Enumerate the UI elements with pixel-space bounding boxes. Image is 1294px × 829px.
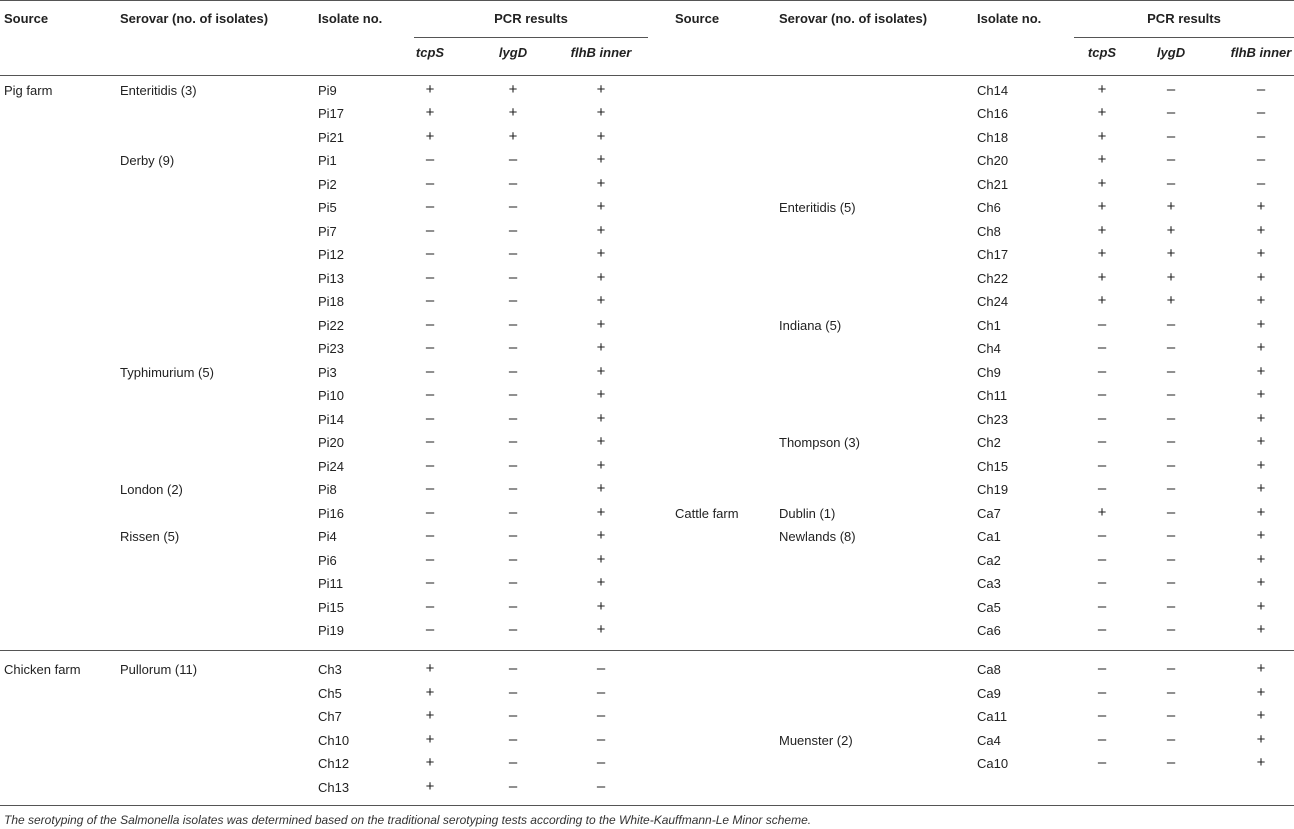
cell-isolate: Ch16 xyxy=(977,106,1009,122)
cell-isolate: Ca6 xyxy=(977,623,1001,639)
cell-isolate: Ca2 xyxy=(977,552,1001,568)
cell-lygd: – xyxy=(1166,660,1176,677)
cell-flhb: + xyxy=(596,621,606,639)
cell-tcps: – xyxy=(1097,409,1107,427)
cell-lygd: – xyxy=(508,245,518,263)
cell-flhb: + xyxy=(1256,245,1266,263)
cell-flhb: + xyxy=(1256,527,1266,545)
cell-flhb: + xyxy=(596,433,606,451)
cell-flhb: + xyxy=(596,292,606,310)
cell-lygd: – xyxy=(508,480,518,498)
cell-lygd: – xyxy=(1166,754,1176,772)
top-rule xyxy=(0,0,1294,1)
cell-serovar: Derby (9) xyxy=(120,153,175,169)
cell-isolate: Pi8 xyxy=(318,482,337,498)
cell-tcps: + xyxy=(425,104,435,122)
cell-isolate: Pi16 xyxy=(318,505,345,521)
cell-tcps: – xyxy=(425,268,435,286)
cell-flhb: + xyxy=(596,503,606,521)
cell-tcps: – xyxy=(1097,754,1107,772)
cell-tcps: – xyxy=(425,409,435,427)
cell-lygd: – xyxy=(508,292,518,310)
cell-tcps: – xyxy=(425,621,435,639)
cell-serovar: Pullorum (11) xyxy=(120,662,198,677)
cell-serovar: Enteritidis (5) xyxy=(779,200,856,216)
cell-isolate: Ch14 xyxy=(977,83,1009,98)
cell-serovar: Newlands (8) xyxy=(779,529,856,545)
cell-flhb: + xyxy=(596,104,606,122)
cell-lygd: – xyxy=(1166,597,1176,615)
cell-flhb: + xyxy=(596,245,606,263)
cell-tcps: + xyxy=(1097,503,1107,521)
cell-tcps: + xyxy=(1097,81,1107,98)
cell-flhb: + xyxy=(596,151,606,169)
cell-isolate: Ch6 xyxy=(977,200,1001,216)
cell-lygd: + xyxy=(1166,198,1176,216)
cell-flhb: – xyxy=(596,707,606,725)
cell-flhb: + xyxy=(1256,707,1266,725)
cell-lygd: + xyxy=(508,81,518,98)
cell-flhb: + xyxy=(596,268,606,286)
cell-tcps: – xyxy=(1097,660,1107,677)
cell-isolate: Pi5 xyxy=(318,200,337,216)
cell-isolate: Ch4 xyxy=(977,341,1001,357)
cell-lygd: + xyxy=(1166,292,1176,310)
cell-tcps: – xyxy=(425,174,435,192)
cell-isolate: Ch20 xyxy=(977,153,1009,169)
cell-flhb: + xyxy=(1256,503,1266,521)
cell-flhb: – xyxy=(596,778,606,795)
cell-isolate: Pi24 xyxy=(318,458,345,474)
cell-flhb: + xyxy=(596,315,606,333)
cell-flhb: + xyxy=(1256,386,1266,404)
cell-isolate: Ch3 xyxy=(318,662,342,677)
cell-flhb: + xyxy=(596,339,606,357)
cell-tcps: + xyxy=(425,778,435,795)
cell-lygd: – xyxy=(508,660,518,677)
cell-isolate: Ca5 xyxy=(977,599,1001,615)
cell-isolate: Pi13 xyxy=(318,270,345,286)
cell-tcps: + xyxy=(1097,151,1107,169)
table-footnote: The serotyping of the Salmonella isolates was determined based on the traditional serotyping tests according to the White-Kauffmann-Le Minor scheme. xyxy=(4,813,812,827)
cell-tcps: – xyxy=(425,198,435,216)
cell-isolate: Pi12 xyxy=(318,247,345,263)
cell-isolate: Ch23 xyxy=(977,411,1009,427)
cell-tcps: + xyxy=(425,81,435,98)
cell-tcps: – xyxy=(425,151,435,169)
pcr-subrule-right xyxy=(1074,37,1294,38)
cell-lygd: – xyxy=(1166,730,1176,748)
cell-isolate: Ca8 xyxy=(977,662,1001,677)
header-pcr-right: PCR results xyxy=(1147,11,1221,26)
cell-flhb: + xyxy=(1256,456,1266,474)
cell-tcps: + xyxy=(1097,198,1107,216)
cell-flhb: – xyxy=(1256,81,1266,98)
section-rule xyxy=(0,650,1294,651)
cell-isolate: Ca1 xyxy=(977,529,1001,545)
cell-tcps: – xyxy=(425,550,435,568)
cell-lygd: – xyxy=(508,268,518,286)
cell-flhb: + xyxy=(1256,268,1266,286)
cell-isolate: Pi20 xyxy=(318,435,345,451)
header-source-right: Source xyxy=(675,11,720,26)
cell-flhb: + xyxy=(596,480,606,498)
cell-lygd: – xyxy=(1166,339,1176,357)
cell-lygd: + xyxy=(1166,245,1176,263)
cell-flhb: + xyxy=(596,597,606,615)
cell-flhb: – xyxy=(596,683,606,701)
cell-flhb: + xyxy=(1256,433,1266,451)
cell-tcps: + xyxy=(1097,245,1107,263)
cell-lygd: – xyxy=(508,597,518,615)
cell-tcps: – xyxy=(1097,386,1107,404)
cell-flhb: + xyxy=(596,456,606,474)
cell-lygd: + xyxy=(1166,221,1176,239)
cell-tcps: + xyxy=(425,683,435,701)
cell-isolate: Ch5 xyxy=(318,685,342,701)
cell-source: Cattle farm xyxy=(675,505,739,521)
cell-tcps: + xyxy=(425,754,435,772)
cell-tcps: – xyxy=(1097,550,1107,568)
cell-flhb: + xyxy=(1256,221,1266,239)
cell-flhb: + xyxy=(596,527,606,545)
header-pcr-left: PCR results xyxy=(494,11,568,26)
cell-tcps: – xyxy=(1097,433,1107,451)
cell-lygd: – xyxy=(508,456,518,474)
cell-serovar: London (2) xyxy=(120,482,183,498)
cell-serovar: Rissen (5) xyxy=(120,529,180,545)
cell-tcps: – xyxy=(425,362,435,380)
cell-isolate: Pi1 xyxy=(318,153,337,169)
header-gene-tcps-left: tcpS xyxy=(415,45,445,60)
cell-flhb: + xyxy=(1256,754,1266,772)
cell-isolate: Ca3 xyxy=(977,576,1001,592)
cell-isolate: Pi23 xyxy=(318,341,345,357)
cell-tcps: + xyxy=(1097,292,1107,310)
cell-source: Chicken farm xyxy=(4,662,81,677)
cell-isolate: Ca7 xyxy=(977,505,1001,521)
cell-lygd: – xyxy=(508,339,518,357)
cell-flhb: + xyxy=(596,386,606,404)
cell-tcps: – xyxy=(1097,339,1107,357)
cell-tcps: – xyxy=(425,315,435,333)
cell-lygd: – xyxy=(1166,456,1176,474)
header-gene-flhb-right: flhB inner xyxy=(1230,45,1292,60)
cell-flhb: – xyxy=(1256,104,1266,122)
header-serovar-right: Serovar (no. of isolates) xyxy=(779,11,928,26)
cell-lygd: – xyxy=(1166,174,1176,192)
cell-tcps: – xyxy=(1097,362,1107,380)
cell-tcps: – xyxy=(425,574,435,592)
cell-flhb: + xyxy=(596,409,606,427)
cell-lygd: – xyxy=(1166,683,1176,701)
cell-lygd: – xyxy=(508,315,518,333)
header-isolate-left: Isolate no. xyxy=(318,11,383,26)
cell-lygd: – xyxy=(1166,127,1176,145)
cell-lygd: – xyxy=(508,174,518,192)
cell-serovar: Thompson (3) xyxy=(779,435,860,451)
cell-flhb: + xyxy=(596,550,606,568)
cell-isolate: Pi2 xyxy=(318,176,337,192)
cell-lygd: – xyxy=(508,707,518,725)
cell-flhb: + xyxy=(1256,660,1266,677)
pcr-subrule-left xyxy=(414,37,648,38)
cell-tcps: – xyxy=(425,433,435,451)
header-gene-lygd-left: lygD xyxy=(498,45,528,60)
cell-flhb: – xyxy=(596,754,606,772)
cell-isolate: Ch1 xyxy=(977,317,1001,333)
cell-lygd: – xyxy=(508,574,518,592)
cell-flhb: – xyxy=(1256,127,1266,145)
cell-lygd: – xyxy=(508,433,518,451)
cell-flhb: + xyxy=(1256,198,1266,216)
cell-tcps: + xyxy=(1097,174,1107,192)
cell-tcps: – xyxy=(425,503,435,521)
cell-flhb: – xyxy=(1256,174,1266,192)
cell-isolate: Pi6 xyxy=(318,552,337,568)
cell-tcps: + xyxy=(425,730,435,748)
cell-lygd: – xyxy=(508,778,518,795)
cell-flhb: + xyxy=(596,198,606,216)
cell-tcps: + xyxy=(1097,221,1107,239)
cell-flhb: + xyxy=(1256,480,1266,498)
cell-flhb: – xyxy=(596,660,606,677)
cell-tcps: – xyxy=(425,221,435,239)
cell-tcps: – xyxy=(1097,480,1107,498)
cell-isolate: Ch11 xyxy=(977,388,1008,404)
bottom-rule xyxy=(0,805,1294,806)
cell-tcps: – xyxy=(1097,527,1107,545)
cell-tcps: + xyxy=(425,127,435,145)
cell-source: Pig farm xyxy=(4,83,53,98)
cell-lygd: – xyxy=(1166,386,1176,404)
cell-tcps: – xyxy=(425,245,435,263)
cell-lygd: – xyxy=(508,730,518,748)
cell-lygd: – xyxy=(508,527,518,545)
cell-isolate: Pi9 xyxy=(318,83,337,98)
cell-isolate: Ch9 xyxy=(977,364,1001,380)
cell-isolate: Pi15 xyxy=(318,599,345,615)
cell-lygd: – xyxy=(1166,362,1176,380)
cell-lygd: – xyxy=(1166,550,1176,568)
cell-isolate: Ch7 xyxy=(318,709,342,725)
cell-tcps: + xyxy=(1097,268,1107,286)
cell-tcps: + xyxy=(1097,127,1107,145)
cell-isolate: Ca10 xyxy=(977,756,1009,772)
header-isolate-right: Isolate no. xyxy=(977,11,1042,26)
cell-flhb: + xyxy=(1256,683,1266,701)
cell-tcps: – xyxy=(1097,597,1107,615)
cell-flhb: + xyxy=(596,81,606,98)
cell-lygd: – xyxy=(508,362,518,380)
cell-isolate: Pi11 xyxy=(318,576,344,592)
header-serovar-left: Serovar (no. of isolates) xyxy=(120,11,269,26)
cell-lygd: – xyxy=(1166,433,1176,451)
cell-tcps: – xyxy=(1097,574,1107,592)
cell-tcps: – xyxy=(1097,730,1107,748)
cell-lygd: – xyxy=(1166,81,1176,98)
cell-serovar: Enteritidis (3) xyxy=(120,83,197,98)
cell-lygd: – xyxy=(1166,104,1176,122)
cell-serovar: Dublin (1) xyxy=(779,505,836,521)
cell-flhb: – xyxy=(1256,151,1266,169)
cell-flhb: + xyxy=(1256,315,1266,333)
cell-isolate: Ch2 xyxy=(977,435,1001,451)
cell-isolate: Pi22 xyxy=(318,317,345,333)
cell-flhb: + xyxy=(596,221,606,239)
cell-flhb: + xyxy=(1256,597,1266,615)
cell-flhb: + xyxy=(596,127,606,145)
cell-isolate: Ch17 xyxy=(977,247,1009,263)
cell-tcps: – xyxy=(425,456,435,474)
cell-isolate: Ch22 xyxy=(977,270,1009,286)
cell-isolate: Ca11 xyxy=(977,709,1008,725)
cell-lygd: – xyxy=(508,503,518,521)
header-gene-tcps-right: tcpS xyxy=(1087,45,1117,60)
cell-lygd: + xyxy=(508,104,518,122)
cell-flhb: + xyxy=(596,574,606,592)
cell-lygd: – xyxy=(508,409,518,427)
cell-lygd: – xyxy=(508,151,518,169)
cell-isolate: Pi4 xyxy=(318,529,337,545)
header-source-left: Source xyxy=(4,11,49,26)
cell-isolate: Ch21 xyxy=(977,176,1009,192)
cell-isolate: Ch10 xyxy=(318,732,350,748)
cell-tcps: – xyxy=(425,527,435,545)
cell-tcps: – xyxy=(425,386,435,404)
cell-isolate: Ca9 xyxy=(977,685,1001,701)
cell-flhb: + xyxy=(596,174,606,192)
cell-isolate: Pi18 xyxy=(318,294,345,310)
cell-tcps: – xyxy=(1097,456,1107,474)
cell-tcps: + xyxy=(425,707,435,725)
cell-flhb: + xyxy=(1256,339,1266,357)
cell-serovar: Muenster (2) xyxy=(779,732,853,748)
cell-isolate: Ch24 xyxy=(977,294,1009,310)
cell-isolate: Ch18 xyxy=(977,129,1009,145)
cell-lygd: – xyxy=(1166,527,1176,545)
cell-flhb: + xyxy=(1256,621,1266,639)
cell-flhb: + xyxy=(1256,409,1266,427)
cell-tcps: + xyxy=(1097,104,1107,122)
cell-lygd: – xyxy=(508,754,518,772)
cell-tcps: – xyxy=(425,292,435,310)
cell-serovar: Typhimurium (5) xyxy=(120,364,214,380)
cell-lygd: – xyxy=(1166,707,1176,725)
cell-tcps: – xyxy=(1097,707,1107,725)
cell-tcps: – xyxy=(1097,621,1107,639)
header-gene-lygd-right: lygD xyxy=(1156,45,1186,60)
cell-isolate: Pi14 xyxy=(318,411,345,427)
cell-serovar: Indiana (5) xyxy=(779,317,842,333)
cell-lygd: – xyxy=(1166,315,1176,333)
cell-tcps: – xyxy=(1097,683,1107,701)
cell-lygd: – xyxy=(508,621,518,639)
cell-isolate: Pi21 xyxy=(318,129,345,145)
header-gene-flhb-left: flhB inner xyxy=(570,45,632,60)
cell-lygd: – xyxy=(508,221,518,239)
cell-tcps: + xyxy=(425,660,435,677)
cell-isolate: Pi10 xyxy=(318,388,345,404)
cell-isolate: Pi7 xyxy=(318,223,337,239)
cell-lygd: – xyxy=(1166,574,1176,592)
cell-lygd: – xyxy=(508,550,518,568)
cell-flhb: + xyxy=(1256,574,1266,592)
cell-tcps: – xyxy=(425,597,435,615)
cell-isolate: Pi3 xyxy=(318,364,337,380)
cell-flhb: + xyxy=(596,362,606,380)
cell-flhb: + xyxy=(1256,362,1266,380)
header-rule xyxy=(0,75,1294,76)
cell-isolate: Ch15 xyxy=(977,458,1009,474)
cell-lygd: – xyxy=(508,386,518,404)
cell-lygd: – xyxy=(1166,151,1176,169)
cell-isolate: Pi17 xyxy=(318,106,345,122)
cell-lygd: + xyxy=(1166,268,1176,286)
cell-lygd: – xyxy=(1166,621,1176,639)
cell-isolate: Ch12 xyxy=(318,756,350,772)
cell-lygd: + xyxy=(508,127,518,145)
cell-tcps: – xyxy=(425,339,435,357)
cell-lygd: – xyxy=(1166,409,1176,427)
cell-isolate: Ch8 xyxy=(977,223,1001,239)
cell-tcps: – xyxy=(425,480,435,498)
cell-isolate: Ca4 xyxy=(977,732,1001,748)
cell-lygd: – xyxy=(1166,503,1176,521)
cell-lygd: – xyxy=(1166,480,1176,498)
cell-lygd: – xyxy=(508,198,518,216)
cell-tcps: – xyxy=(1097,315,1107,333)
cell-flhb: – xyxy=(596,730,606,748)
cell-lygd: – xyxy=(508,683,518,701)
cell-isolate: Ch13 xyxy=(318,780,350,795)
cell-flhb: + xyxy=(1256,292,1266,310)
cell-flhb: + xyxy=(1256,550,1266,568)
cell-isolate: Ch19 xyxy=(977,482,1009,498)
cell-isolate: Pi19 xyxy=(318,623,345,639)
cell-flhb: + xyxy=(1256,730,1266,748)
